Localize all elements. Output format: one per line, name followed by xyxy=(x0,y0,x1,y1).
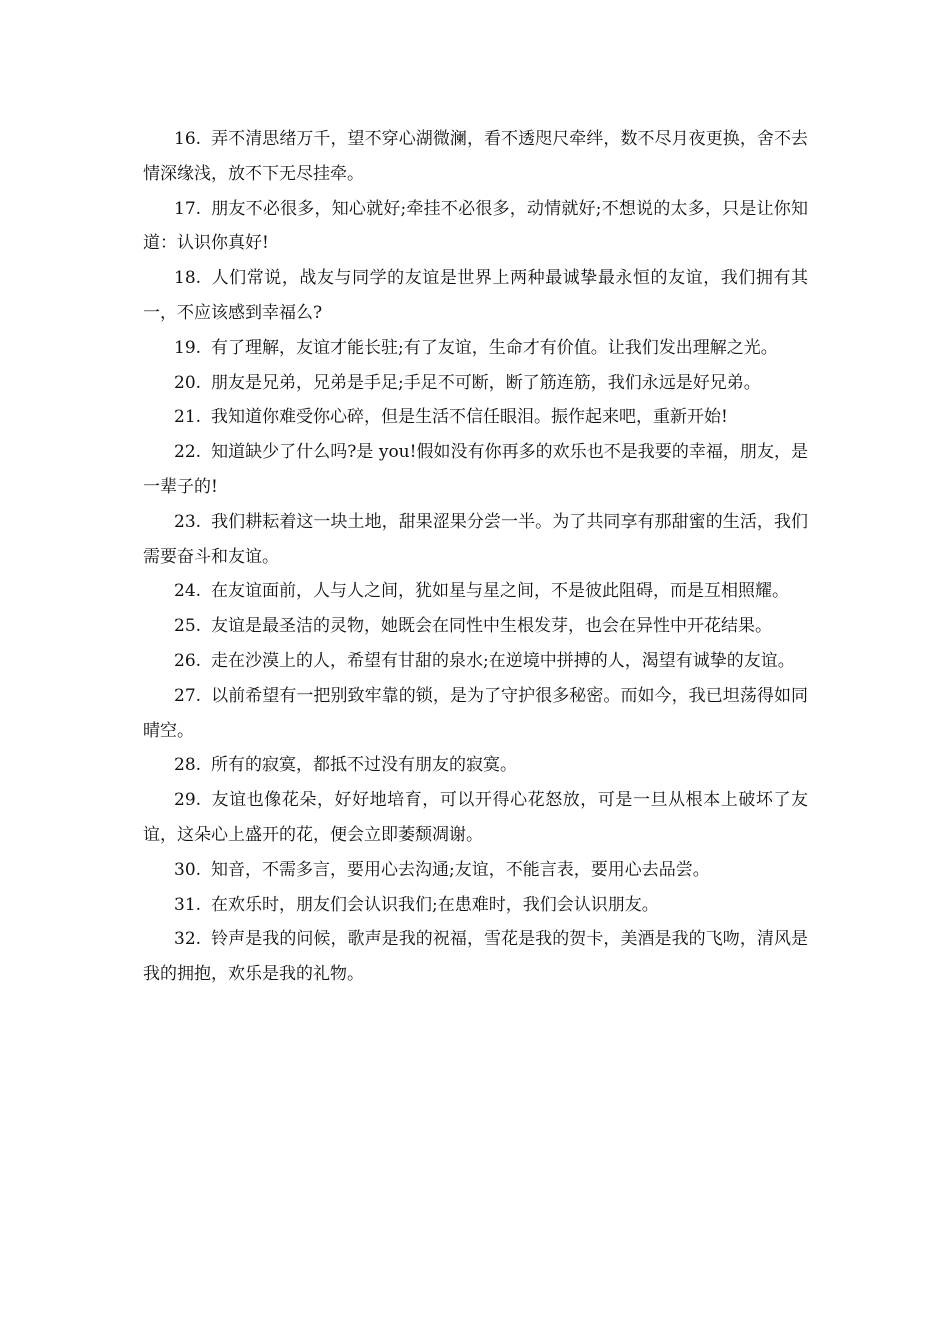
list-item xyxy=(143,122,808,192)
document-body xyxy=(143,122,808,992)
item-text: 铃声是我的问候，歌声是我的祝福，雪花是我的贺卡，美酒是我的飞吻，清风是我的拥抱，欢乐是我的礼物。 xyxy=(143,929,808,985)
list-item xyxy=(143,853,808,888)
list-item xyxy=(143,644,808,679)
item-text: 友谊是最圣洁的灵物，她既会在同性中生根发芽，也会在异性中开花结果。 xyxy=(211,616,773,637)
list-item xyxy=(143,505,808,575)
item-text: 弄不清思绪万千，望不穿心湖微澜，看不透咫尺牵绊，数不尽月夜更换，舍不去情深缘浅，放不下无尽挂牵。 xyxy=(143,129,808,184)
item-number: 20. xyxy=(174,372,202,393)
item-number: 30. xyxy=(174,859,202,880)
item-number: 22. xyxy=(174,442,202,463)
item-text: 友谊也像花朵，好好地培育，可以开得心花怒放，可是一旦从根本上破坏了友谊，这朵心上盛开的花，便会立即萎颓凋谢。 xyxy=(143,790,808,845)
item-number: 23. xyxy=(174,511,202,532)
list-item xyxy=(143,679,808,749)
item-number: 24. xyxy=(174,581,202,602)
list-item xyxy=(143,609,808,644)
item-text: 在欢乐时，朋友们会认识我们;在患难时，我们会认识朋友。 xyxy=(211,894,659,915)
item-number: 31. xyxy=(174,894,202,915)
item-number: 32. xyxy=(174,929,202,950)
item-text: 以前希望有一把别致牢靠的锁，是为了守护很多秘密。而如今，我已坦荡得如同晴空。 xyxy=(143,685,808,741)
item-number: 16. xyxy=(174,129,202,149)
item-text: 人们常说，战友与同学的友谊是世界上两种最诚挚最永恒的友谊，我们拥有其一，不应该感到幸福么? xyxy=(143,268,808,323)
list-item xyxy=(143,888,808,923)
list-item xyxy=(143,366,808,401)
item-number: 17. xyxy=(174,198,202,219)
item-number: 27. xyxy=(174,685,202,706)
list-item xyxy=(143,331,808,366)
item-text: 朋友是兄弟，兄弟是手足;手足不可断，断了筋连筋，我们永远是好兄弟。 xyxy=(211,372,761,393)
list-item xyxy=(143,261,808,331)
item-number: 28. xyxy=(174,755,202,776)
item-number: 19. xyxy=(174,337,202,358)
item-number: 26. xyxy=(174,650,202,671)
item-number: 29. xyxy=(174,790,202,811)
list-item xyxy=(143,192,808,262)
item-text: 知道缺少了什么吗?是 you!假如没有你再多的欢乐也不是我要的幸福，朋友，是一辈子的! xyxy=(143,442,808,497)
item-text: 所有的寂寞，都抵不过没有朋友的寂寞。 xyxy=(211,755,518,776)
item-text: 我知道你难受你心碎，但是生活不信任眼泪。振作起来吧，重新开始! xyxy=(211,407,728,428)
item-number: 18. xyxy=(174,268,202,289)
list-item xyxy=(143,783,808,853)
item-text: 有了理解，友谊才能长驻;有了友谊，生命才有价值。让我们发出理解之光。 xyxy=(211,337,778,358)
item-number: 25. xyxy=(174,616,202,637)
item-number: 21. xyxy=(174,407,202,428)
item-text: 我们耕耘着这一块土地，甜果涩果分尝一半。为了共同享有那甜蜜的生活，我们需要奋斗和友谊。 xyxy=(143,511,808,567)
item-text: 在友谊面前，人与人之间，犹如星与星之间，不是彼此阻碍，而是互相照耀。 xyxy=(211,581,790,602)
list-item xyxy=(143,922,808,992)
item-text: 知音，不需多言，要用心去沟通;友谊，不能言表，要用心去品尝。 xyxy=(211,859,710,880)
list-item xyxy=(143,400,808,435)
item-text: 走在沙漠上的人，希望有甘甜的泉水;在逆境中拼搏的人，渴望有诚挚的友谊。 xyxy=(211,650,795,671)
list-item xyxy=(143,574,808,609)
list-item xyxy=(143,748,808,783)
list-item xyxy=(143,435,808,505)
item-text: 朋友不必很多，知心就好;牵挂不必很多，动情就好;不想说的太多，只是让你知道：认识你真好! xyxy=(143,198,808,254)
